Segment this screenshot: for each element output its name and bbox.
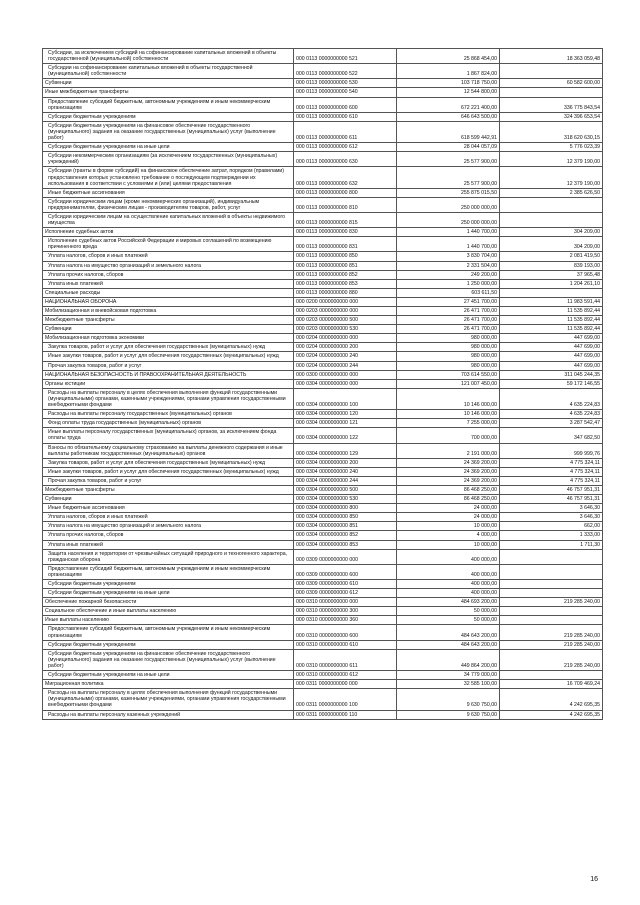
row-name-cell: Иные выплаты населению	[43, 616, 294, 625]
row-exec-cell: 318 620 630,15	[500, 121, 603, 142]
row-name-cell: Расходы на выплаты персоналу государственных (муниципальных) органов	[43, 410, 294, 419]
table-row	[43, 261, 603, 270]
row-name-cell: Субсидии бюджетным учреждениям	[43, 640, 294, 649]
row-plan-cell: 1 440 700,00	[397, 228, 500, 237]
table-row	[43, 188, 603, 197]
table-row	[43, 152, 603, 167]
table-row	[43, 379, 603, 388]
table-row	[43, 710, 603, 719]
row-name-cell: Уплата прочих налогов, сборов	[43, 270, 294, 279]
row-code-cell: 000 0113 0000000000 810	[294, 197, 397, 212]
row-exec-cell: 12 379 190,00	[500, 167, 603, 188]
row-code-cell: 000 0304 0000000000 852	[294, 531, 397, 540]
row-exec-cell: 662,00	[500, 522, 603, 531]
row-exec-cell: 11 535 892,44	[500, 325, 603, 334]
row-exec-cell: 59 172 146,55	[500, 379, 603, 388]
row-plan-cell: 484 643 200,00	[397, 625, 500, 640]
table-row	[43, 607, 603, 616]
row-plan-cell: 24 000,00	[397, 504, 500, 513]
table-row	[43, 97, 603, 112]
row-exec-cell	[500, 88, 603, 97]
row-name-cell: Закупка товаров, работ и услуг для обеспечения государственных (муниципальных) нужд	[43, 458, 294, 467]
row-code-cell: 000 0304 0000000000 129	[294, 443, 397, 458]
row-code-cell: 000 0309 0000000000 610	[294, 580, 397, 589]
row-name-cell: Межбюджетные трансферты	[43, 316, 294, 325]
table-row	[43, 531, 603, 540]
row-plan-cell: 980 000,00	[397, 334, 500, 343]
row-name-cell: Субсидии бюджетным учреждениям на иные цели	[43, 671, 294, 680]
row-exec-cell: 347 682,50	[500, 428, 603, 443]
row-plan-cell: 27 451 700,00	[397, 297, 500, 306]
row-code-cell: 000 0310 0000000000 600	[294, 625, 397, 640]
table-row	[43, 307, 603, 316]
row-exec-cell: 219 285 240,00	[500, 625, 603, 640]
row-plan-cell: 25 577 900,00	[397, 167, 500, 188]
table-row	[43, 370, 603, 379]
row-exec-cell: 1 711,30	[500, 540, 603, 549]
row-plan-cell: 400 000,00	[397, 564, 500, 579]
row-code-cell: 000 0113 0000000000 630	[294, 152, 397, 167]
row-code-cell: 000 0304 0000000000 244	[294, 476, 397, 485]
row-name-cell: Закупка товаров, работ и услуг для обеспечения государственных (муниципальных) нужд	[43, 343, 294, 352]
row-name-cell: Межбюджетные трансферты	[43, 485, 294, 494]
row-name-cell: Уплата налога на имущество организаций и земельного налога	[43, 261, 294, 270]
row-exec-cell: 304 209,00	[500, 237, 603, 252]
row-plan-cell: 980 000,00	[397, 343, 500, 352]
row-plan-cell: 24 369 200,00	[397, 476, 500, 485]
row-plan-cell: 86 468 250,00	[397, 495, 500, 504]
row-code-cell: 000 0310 0000000000 300	[294, 607, 397, 616]
table-row	[43, 689, 603, 710]
row-exec-cell: 336 775 843,54	[500, 97, 603, 112]
row-plan-cell: 24 369 200,00	[397, 458, 500, 467]
row-plan-cell: 25 868 454,00	[397, 49, 500, 64]
row-exec-cell: 3 646,30	[500, 504, 603, 513]
row-plan-cell: 3 830 704,00	[397, 252, 500, 261]
row-exec-cell: 4 635 224,83	[500, 410, 603, 419]
row-plan-cell: 26 471 700,00	[397, 325, 500, 334]
table-row	[43, 410, 603, 419]
row-plan-cell: 86 468 250,00	[397, 485, 500, 494]
table-row	[43, 88, 603, 97]
row-name-cell: Субсидии бюджетным учреждениям	[43, 112, 294, 121]
row-exec-cell	[500, 671, 603, 680]
row-exec-cell: 4 242 695,35	[500, 689, 603, 710]
row-code-cell: 000 0304 0000000000 121	[294, 419, 397, 428]
row-name-cell: Субсидии (гранты в форме субсидий) на финансовое обеспечение затрат, порядком (правилами) предоставления которых установлено требование о последующем подтверждении их использования в соответствии с условиями и (или) целями предоставления	[43, 167, 294, 188]
row-name-cell: Субсидии юридическим лицам (кроме некоммерческих организаций), индивидуальным предпринимателям, физическим лицам - производителям товаров, работ, услуг	[43, 197, 294, 212]
row-plan-cell: 9 630 750,00	[397, 710, 500, 719]
table-row	[43, 513, 603, 522]
table-row	[43, 564, 603, 579]
table-row	[43, 270, 603, 279]
table-row	[43, 343, 603, 352]
row-code-cell: 000 0113 0000000000 611	[294, 121, 397, 142]
table-row	[43, 49, 603, 64]
table-row	[43, 540, 603, 549]
row-plan-cell: 103 718 750,00	[397, 79, 500, 88]
row-plan-cell: 250 000 000,00	[397, 212, 500, 227]
row-exec-cell: 3 287 542,47	[500, 419, 603, 428]
row-plan-cell: 12 544 800,00	[397, 88, 500, 97]
table-row	[43, 625, 603, 640]
row-plan-cell: 400 000,00	[397, 580, 500, 589]
row-exec-cell	[500, 564, 603, 579]
row-exec-cell: 2 081 419,50	[500, 252, 603, 261]
row-code-cell: 000 0300 0000000000 000	[294, 370, 397, 379]
row-name-cell: Иные бюджетные ассигнования	[43, 188, 294, 197]
row-plan-cell: 980 000,00	[397, 352, 500, 361]
row-name-cell: Предоставление субсидий бюджетным, автономным учреждениям и иным некоммерческим организациям	[43, 625, 294, 640]
row-plan-cell: 400 000,00	[397, 589, 500, 598]
row-name-cell: Субсидии юридическим лицам на осуществление капитальных вложений в объекты недвижимого имущества	[43, 212, 294, 227]
table-row	[43, 64, 603, 79]
row-name-cell: Субсидии бюджетным учреждениям на финансовое обеспечение государственного (муниципального) задания на оказание государственных (муниципальных) услуг (выполнение работ)	[43, 121, 294, 142]
row-exec-cell: 447 699,00	[500, 361, 603, 370]
page-number: 16	[590, 876, 598, 883]
row-code-cell: 000 0113 0000000000 850	[294, 252, 397, 261]
row-name-cell: Субсидии на софинансирование капитальных вложений в объекты государственной (муниципальной) собственности	[43, 64, 294, 79]
row-name-cell: Уплата иных платежей	[43, 279, 294, 288]
table-row	[43, 458, 603, 467]
table-row	[43, 522, 603, 531]
row-plan-cell: 24 000,00	[397, 513, 500, 522]
row-name-cell: Субвенции	[43, 79, 294, 88]
row-code-cell: 000 0204 0000000000 244	[294, 361, 397, 370]
table-row	[43, 325, 603, 334]
row-code-cell: 000 0113 0000000000 880	[294, 288, 397, 297]
row-code-cell: 000 0200 0000000000 000	[294, 297, 397, 306]
row-name-cell: НАЦИОНАЛЬНАЯ БЕЗОПАСНОСТЬ И ПРАВООХРАНИТЕЛЬНАЯ ДЕЯТЕЛЬНОСТЬ	[43, 370, 294, 379]
row-name-cell: Мобилизационная и вневойсковая подготовка	[43, 307, 294, 316]
row-plan-cell: 703 614 550,00	[397, 370, 500, 379]
table-row	[43, 671, 603, 680]
row-exec-cell: 60 582 600,00	[500, 79, 603, 88]
row-exec-cell: 999 999,76	[500, 443, 603, 458]
row-name-cell: Специальные расходы	[43, 288, 294, 297]
row-code-cell: 000 0304 0000000000 530	[294, 495, 397, 504]
row-plan-cell: 1 440 700,00	[397, 237, 500, 252]
table-row	[43, 589, 603, 598]
row-plan-cell: 646 643 500,00	[397, 112, 500, 121]
table-row	[43, 640, 603, 649]
row-code-cell: 000 0203 0000000000 000	[294, 307, 397, 316]
row-name-cell: Иные закупки товаров, работ и услуг для обеспечения государственных (муниципальных) нужд	[43, 467, 294, 476]
row-name-cell: Уплата налога на имущество организаций и земельного налога	[43, 522, 294, 531]
row-exec-cell: 46 757 951,31	[500, 495, 603, 504]
row-code-cell: 000 0310 0000000000 360	[294, 616, 397, 625]
table-row	[43, 212, 603, 227]
row-code-cell: 000 0113 0000000000 831	[294, 237, 397, 252]
row-plan-cell: 255 875 015,50	[397, 188, 500, 197]
table-row	[43, 476, 603, 485]
row-code-cell: 000 0304 0000000000 500	[294, 485, 397, 494]
row-code-cell: 000 0113 0000000000 530	[294, 79, 397, 88]
row-code-cell: 000 0304 0000000000 120	[294, 410, 397, 419]
row-code-cell: 000 0203 0000000000 530	[294, 325, 397, 334]
row-name-cell: Уплата иных платежей	[43, 540, 294, 549]
row-plan-cell: 10 000,00	[397, 522, 500, 531]
table-row	[43, 228, 603, 237]
row-name-cell: Иные бюджетные ассигнования	[43, 504, 294, 513]
row-name-cell: Субсидии бюджетным учреждениям	[43, 580, 294, 589]
row-plan-cell: 250 000 000,00	[397, 197, 500, 212]
row-plan-cell: 400 000,00	[397, 549, 500, 564]
row-name-cell: Иные закупки товаров, работ и услуг для обеспечения государственных (муниципальных) нужд	[43, 352, 294, 361]
row-name-cell: Субсидии, за исключением субсидий на софинансирование капитальных вложений в объекты государственной (муниципальной) собственности	[43, 49, 294, 64]
table-row	[43, 279, 603, 288]
row-code-cell: 000 0204 0000000000 240	[294, 352, 397, 361]
table-row	[43, 237, 603, 252]
row-code-cell: 000 0304 0000000000 853	[294, 540, 397, 549]
row-plan-cell: 2 191 000,00	[397, 443, 500, 458]
row-exec-cell: 219 285 240,00	[500, 598, 603, 607]
row-exec-cell: 4 775 324,11	[500, 467, 603, 476]
table-row	[43, 197, 603, 212]
row-exec-cell	[500, 197, 603, 212]
row-name-cell: Прочая закупка товаров, работ и услуг	[43, 361, 294, 370]
row-code-cell: 000 0311 0000000000 110	[294, 710, 397, 719]
table-row	[43, 485, 603, 494]
row-code-cell: 000 0311 0000000000 100	[294, 689, 397, 710]
row-code-cell: 000 0113 0000000000 521	[294, 49, 397, 64]
row-name-cell: Субсидии бюджетным учреждениям на иные цели	[43, 143, 294, 152]
row-exec-cell: 4 775 324,11	[500, 476, 603, 485]
table-row	[43, 598, 603, 607]
row-exec-cell: 11 535 892,44	[500, 307, 603, 316]
row-plan-cell: 249 200,00	[397, 270, 500, 279]
row-name-cell: Субсидии некоммерческим организациям (за исключением государственных (муниципальных) учреждений)	[43, 152, 294, 167]
row-plan-cell: 25 577 900,00	[397, 152, 500, 167]
row-exec-cell: 18 363 059,48	[500, 49, 603, 64]
row-name-cell: Иные выплаты персоналу государственных (муниципальных) органов, за исключением фонда оплаты труда	[43, 428, 294, 443]
row-exec-cell: 46 757 951,31	[500, 485, 603, 494]
row-plan-cell: 26 471 700,00	[397, 316, 500, 325]
row-exec-cell: 304 209,00	[500, 228, 603, 237]
row-code-cell: 000 0113 0000000000 830	[294, 228, 397, 237]
row-code-cell: 000 0113 0000000000 815	[294, 212, 397, 227]
table-row	[43, 112, 603, 121]
row-exec-cell: 4 635 224,83	[500, 388, 603, 409]
row-name-cell: Расходы на выплаты персоналу казенных учреждений	[43, 710, 294, 719]
row-plan-cell: 50 000,00	[397, 616, 500, 625]
table-row	[43, 495, 603, 504]
row-code-cell: 000 0310 0000000000 000	[294, 598, 397, 607]
row-code-cell: 000 0113 0000000000 522	[294, 64, 397, 79]
row-plan-cell: 50 000,00	[397, 607, 500, 616]
row-plan-cell: 484 693 200,00	[397, 598, 500, 607]
table-row	[43, 549, 603, 564]
row-plan-cell: 10 146 000,00	[397, 388, 500, 409]
row-exec-cell	[500, 607, 603, 616]
row-plan-cell: 10 146 000,00	[397, 410, 500, 419]
table-row	[43, 680, 603, 689]
row-code-cell: 000 0311 0000000000 000	[294, 680, 397, 689]
row-code-cell: 000 0304 0000000000 100	[294, 388, 397, 409]
row-plan-cell: 700 000,00	[397, 428, 500, 443]
table-row	[43, 297, 603, 306]
row-name-cell: Прочая закупка товаров, работ и услуг	[43, 476, 294, 485]
table-row	[43, 352, 603, 361]
row-exec-cell: 37 965,48	[500, 270, 603, 279]
row-exec-cell: 12 379 190,00	[500, 152, 603, 167]
row-name-cell: Субвенции	[43, 495, 294, 504]
row-name-cell: Субсидии бюджетным учреждениям на иные цели	[43, 589, 294, 598]
row-exec-cell: 5 776 023,39	[500, 143, 603, 152]
row-code-cell: 000 0310 0000000000 610	[294, 640, 397, 649]
row-plan-cell: 9 630 750,00	[397, 689, 500, 710]
row-code-cell: 000 0304 0000000000 000	[294, 379, 397, 388]
row-exec-cell: 447 699,00	[500, 334, 603, 343]
row-plan-cell: 618 599 442,91	[397, 121, 500, 142]
row-code-cell: 000 0113 0000000000 600	[294, 97, 397, 112]
row-code-cell: 000 0309 0000000000 000	[294, 549, 397, 564]
row-name-cell: Расходы на выплаты персоналу в целях обеспечения выполнения функций государственными (муниципальными) органами, казенными учреждениями, органами управления государственными внебюджетными фондами	[43, 689, 294, 710]
row-code-cell: 000 0113 0000000000 800	[294, 188, 397, 197]
row-plan-cell: 121 007 450,00	[397, 379, 500, 388]
row-code-cell: 000 0309 0000000000 600	[294, 564, 397, 579]
table-row	[43, 361, 603, 370]
table-row	[43, 443, 603, 458]
row-code-cell: 000 0304 0000000000 851	[294, 522, 397, 531]
row-code-cell: 000 0309 0000000000 612	[294, 589, 397, 598]
table-row	[43, 419, 603, 428]
row-exec-cell: 219 285 240,00	[500, 649, 603, 670]
row-name-cell: Взносы по обязательному социальному страхованию на выплаты денежного содержания и иные выплаты работникам государственных (муниципальных) органов	[43, 443, 294, 458]
row-plan-cell: 672 221 400,00	[397, 97, 500, 112]
row-name-cell: Фонд оплаты труда государственных (муниципальных) органов	[43, 419, 294, 428]
row-name-cell: Защита населения и территории от чрезвычайных ситуаций природного и техногенного характера, гражданская оборона	[43, 549, 294, 564]
row-plan-cell: 28 044 057,09	[397, 143, 500, 152]
table-row	[43, 388, 603, 409]
row-code-cell: 000 0304 0000000000 122	[294, 428, 397, 443]
row-plan-cell: 484 643 200,00	[397, 640, 500, 649]
row-exec-cell: 3 646,30	[500, 513, 603, 522]
row-code-cell: 000 0113 0000000000 851	[294, 261, 397, 270]
row-plan-cell: 26 471 700,00	[397, 307, 500, 316]
row-exec-cell: 839 193,00	[500, 261, 603, 270]
row-exec-cell	[500, 580, 603, 589]
budget-table	[42, 48, 603, 720]
row-exec-cell: 1 333,00	[500, 531, 603, 540]
table-row	[43, 252, 603, 261]
row-plan-cell: 1 250 000,00	[397, 279, 500, 288]
row-plan-cell: 10 000,00	[397, 540, 500, 549]
row-name-cell: Социальное обеспечение и иные выплаты населению	[43, 607, 294, 616]
table-row	[43, 616, 603, 625]
table-row	[43, 121, 603, 142]
row-name-cell: Субсидии бюджетным учреждениям на финансовое обеспечение государственного (муниципального) задания на оказание государственных (муниципальных) услуг (выполнение работ)	[43, 649, 294, 670]
table-row	[43, 143, 603, 152]
row-name-cell: Исполнение судебных актов Российской Федерации и мировых соглашений по возмещению причиненного вреда	[43, 237, 294, 252]
row-code-cell: 000 0304 0000000000 200	[294, 458, 397, 467]
row-name-cell: Субвенции	[43, 325, 294, 334]
row-name-cell: Обеспечение пожарной безопасности	[43, 598, 294, 607]
row-code-cell: 000 0113 0000000000 612	[294, 143, 397, 152]
row-plan-cell: 4 000,00	[397, 531, 500, 540]
row-code-cell: 000 0310 0000000000 612	[294, 671, 397, 680]
row-code-cell: 000 0304 0000000000 800	[294, 504, 397, 513]
row-plan-cell: 449 864 200,00	[397, 649, 500, 670]
row-exec-cell	[500, 212, 603, 227]
row-name-cell: Органы юстиции	[43, 379, 294, 388]
row-code-cell: 000 0304 0000000000 240	[294, 467, 397, 476]
row-code-cell: 000 0113 0000000000 540	[294, 88, 397, 97]
row-exec-cell: 447 699,00	[500, 343, 603, 352]
row-name-cell: НАЦИОНАЛЬНАЯ ОБОРОНА	[43, 297, 294, 306]
row-exec-cell: 219 285 240,00	[500, 640, 603, 649]
row-plan-cell: 980 000,00	[397, 361, 500, 370]
row-plan-cell: 32 585 100,00	[397, 680, 500, 689]
table-row	[43, 167, 603, 188]
table-row	[43, 79, 603, 88]
row-code-cell: 000 0113 0000000000 852	[294, 270, 397, 279]
row-exec-cell: 11 983 591,44	[500, 297, 603, 306]
row-name-cell: Предоставление субсидий бюджетным, автономным учреждениям и иным некоммерческим организациям	[43, 97, 294, 112]
row-exec-cell: 4 242 695,35	[500, 710, 603, 719]
row-exec-cell: 16 709 469,24	[500, 680, 603, 689]
table-row	[43, 467, 603, 476]
table-row	[43, 428, 603, 443]
row-code-cell: 000 0204 0000000000 200	[294, 343, 397, 352]
row-code-cell: 000 0113 0000000000 632	[294, 167, 397, 188]
table-row	[43, 288, 603, 297]
row-name-cell: Уплата налогов, сборов и иных платежей	[43, 513, 294, 522]
row-code-cell: 000 0113 0000000000 853	[294, 279, 397, 288]
table-body	[43, 49, 603, 720]
table-row	[43, 649, 603, 670]
row-name-cell: Предоставление субсидий бюджетным, автономным учреждениям и иным некоммерческим организациям	[43, 564, 294, 579]
row-exec-cell: 1 204 261,10	[500, 279, 603, 288]
row-plan-cell: 603 611,50	[397, 288, 500, 297]
row-exec-cell	[500, 589, 603, 598]
row-plan-cell: 24 369 200,00	[397, 467, 500, 476]
row-code-cell: 000 0310 0000000000 611	[294, 649, 397, 670]
row-exec-cell: 4 775 324,11	[500, 458, 603, 467]
row-plan-cell: 1 867 824,00	[397, 64, 500, 79]
row-name-cell: Уплата прочих налогов, сборов	[43, 531, 294, 540]
row-name-cell: Миграционная политика	[43, 680, 294, 689]
row-code-cell: 000 0203 0000000000 500	[294, 316, 397, 325]
row-name-cell: Расходы на выплаты персоналу в целях обеспечения выполнения функций государственными (муниципальными) органами, казенными учреждениями, органами управления государственными внебюджетными фондами	[43, 388, 294, 409]
table-row	[43, 316, 603, 325]
table-row	[43, 334, 603, 343]
row-exec-cell	[500, 549, 603, 564]
row-exec-cell: 311 045 244,35	[500, 370, 603, 379]
row-plan-cell: 34 779 000,00	[397, 671, 500, 680]
row-code-cell: 000 0204 0000000000 000	[294, 334, 397, 343]
row-code-cell: 000 0304 0000000000 850	[294, 513, 397, 522]
table-row	[43, 580, 603, 589]
row-exec-cell: 447 699,00	[500, 352, 603, 361]
row-name-cell: Иные межбюджетные трансферты	[43, 88, 294, 97]
row-name-cell: Мобилизационная подготовка экономики	[43, 334, 294, 343]
row-exec-cell: 2 385 626,50	[500, 188, 603, 197]
table-row	[43, 504, 603, 513]
row-exec-cell: 324 396 653,54	[500, 112, 603, 121]
row-exec-cell	[500, 64, 603, 79]
row-plan-cell: 2 331 504,00	[397, 261, 500, 270]
row-plan-cell: 7 255 000,00	[397, 419, 500, 428]
row-exec-cell: 11 535 892,44	[500, 316, 603, 325]
row-code-cell: 000 0113 0000000000 610	[294, 112, 397, 121]
row-exec-cell	[500, 288, 603, 297]
row-name-cell: Исполнение судебных актов	[43, 228, 294, 237]
row-exec-cell	[500, 616, 603, 625]
row-name-cell: Уплата налогов, сборов и иных платежей	[43, 252, 294, 261]
